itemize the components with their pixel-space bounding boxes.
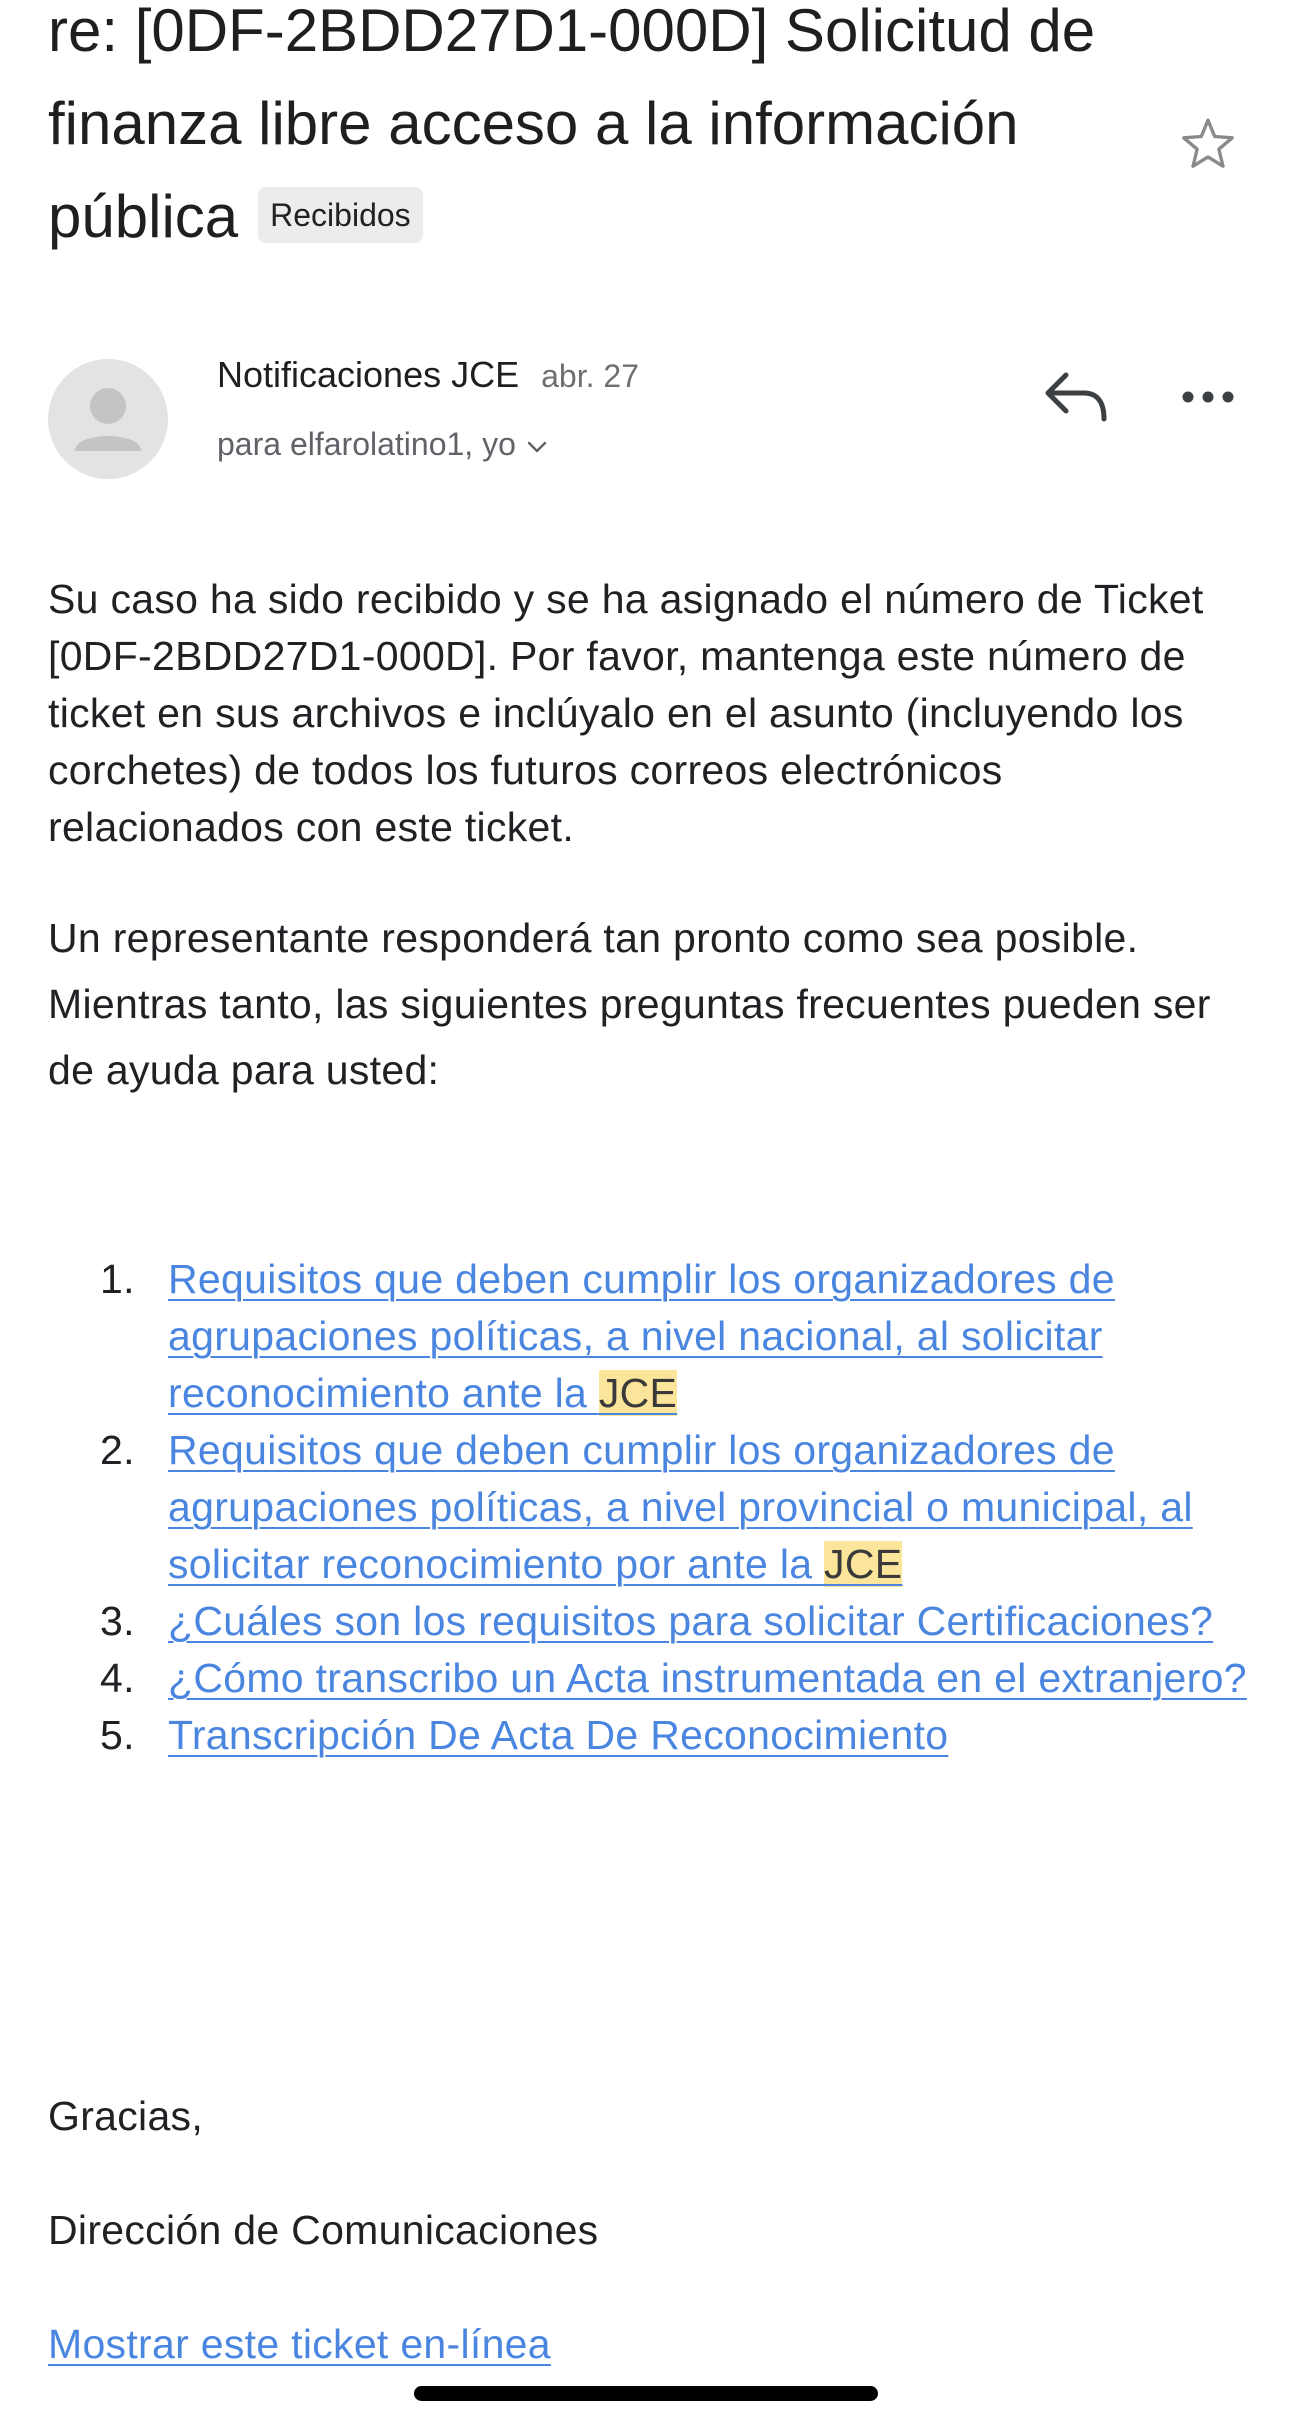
faq-link-2[interactable] [168,1427,1193,1587]
email-subject [48,0,1128,263]
email-subject-text: re: [0DF-2BDD27D1-000D] Solicitud de finanza libre acceso a la información pública [48,0,1096,250]
faq-item [48,1251,1248,1422]
faq-item [48,1650,1248,1707]
sender-name[interactable]: Notificaciones JCE [217,354,520,395]
recipients-text: para elfarolatino1, yo [217,426,516,462]
faq-link-5[interactable]: Transcripción De Acta De Reconocimiento [168,1712,949,1758]
faq-number: 1. [100,1256,135,1302]
closing-thanks: Gracias, [48,2093,204,2139]
faq-number: 3. [100,1598,135,1644]
more-horizontal-icon[interactable] [1180,372,1236,422]
email-header [48,0,1128,279]
person-icon [48,359,168,479]
search-highlight: JCE [824,1541,903,1587]
sender-avatar[interactable] [48,359,168,479]
body-paragraph-1: Su caso ha sido recibido y se ha asignado el número de Ticket [0DF-2BDD27D1-000D]. Por favor, mantenga este número de ticket en sus archivos e inclúyalo en el asunto (incluyendo los corchetes) de todos los futuros correos electrónicos relacionados con este ticket. [48,576,1204,850]
faq-number: 5. [100,1712,135,1758]
faq-item [48,1707,1248,1764]
faq-item [48,1593,1248,1650]
faq-number: 4. [100,1655,135,1701]
faq-list [48,1251,1248,1764]
faq-link-1[interactable] [168,1256,1115,1416]
search-highlight: JCE [598,1370,678,1416]
faq-item [48,1422,1248,1593]
recipients-toggle[interactable] [217,424,548,464]
home-indicator[interactable] [414,2386,878,2401]
faq-link-4[interactable]: ¿Cómo transcribo un Acta instrumentada en el extranjero? [168,1655,1247,1701]
faq-link-text: Requisitos que deben cumplir los organizadores de agrupaciones políticas, a nivel nacional, al solicitar reconocimiento ante la [168,1256,1115,1416]
body-paragraph-2: Un representante responderá tan pronto como sea posible. Mientras tanto, las siguientes preguntas frecuentes pueden ser de ayuda para usted: [48,915,1211,1093]
reply-icon[interactable] [1040,365,1112,429]
show-ticket-online-link[interactable]: Mostrar este ticket en-línea [48,2321,551,2367]
star-icon[interactable] [1177,113,1239,175]
faq-number: 2. [100,1427,135,1473]
faq-link-text: Requisitos que deben cumplir los organizadores de agrupaciones políticas, a nivel provincial o municipal, al solicitar reconocimiento por ante la [168,1427,1193,1587]
signature-department: Dirección de Comunicaciones [48,2207,599,2253]
label-chip-inbox[interactable]: Recibidos [258,187,423,243]
chevron-down-icon [526,439,548,455]
sender-line[interactable] [217,353,639,398]
email-date: abr. 27 [541,358,639,394]
faq-link-3[interactable]: ¿Cuáles son los requisitos para solicitar Certificaciones? [168,1598,1214,1644]
